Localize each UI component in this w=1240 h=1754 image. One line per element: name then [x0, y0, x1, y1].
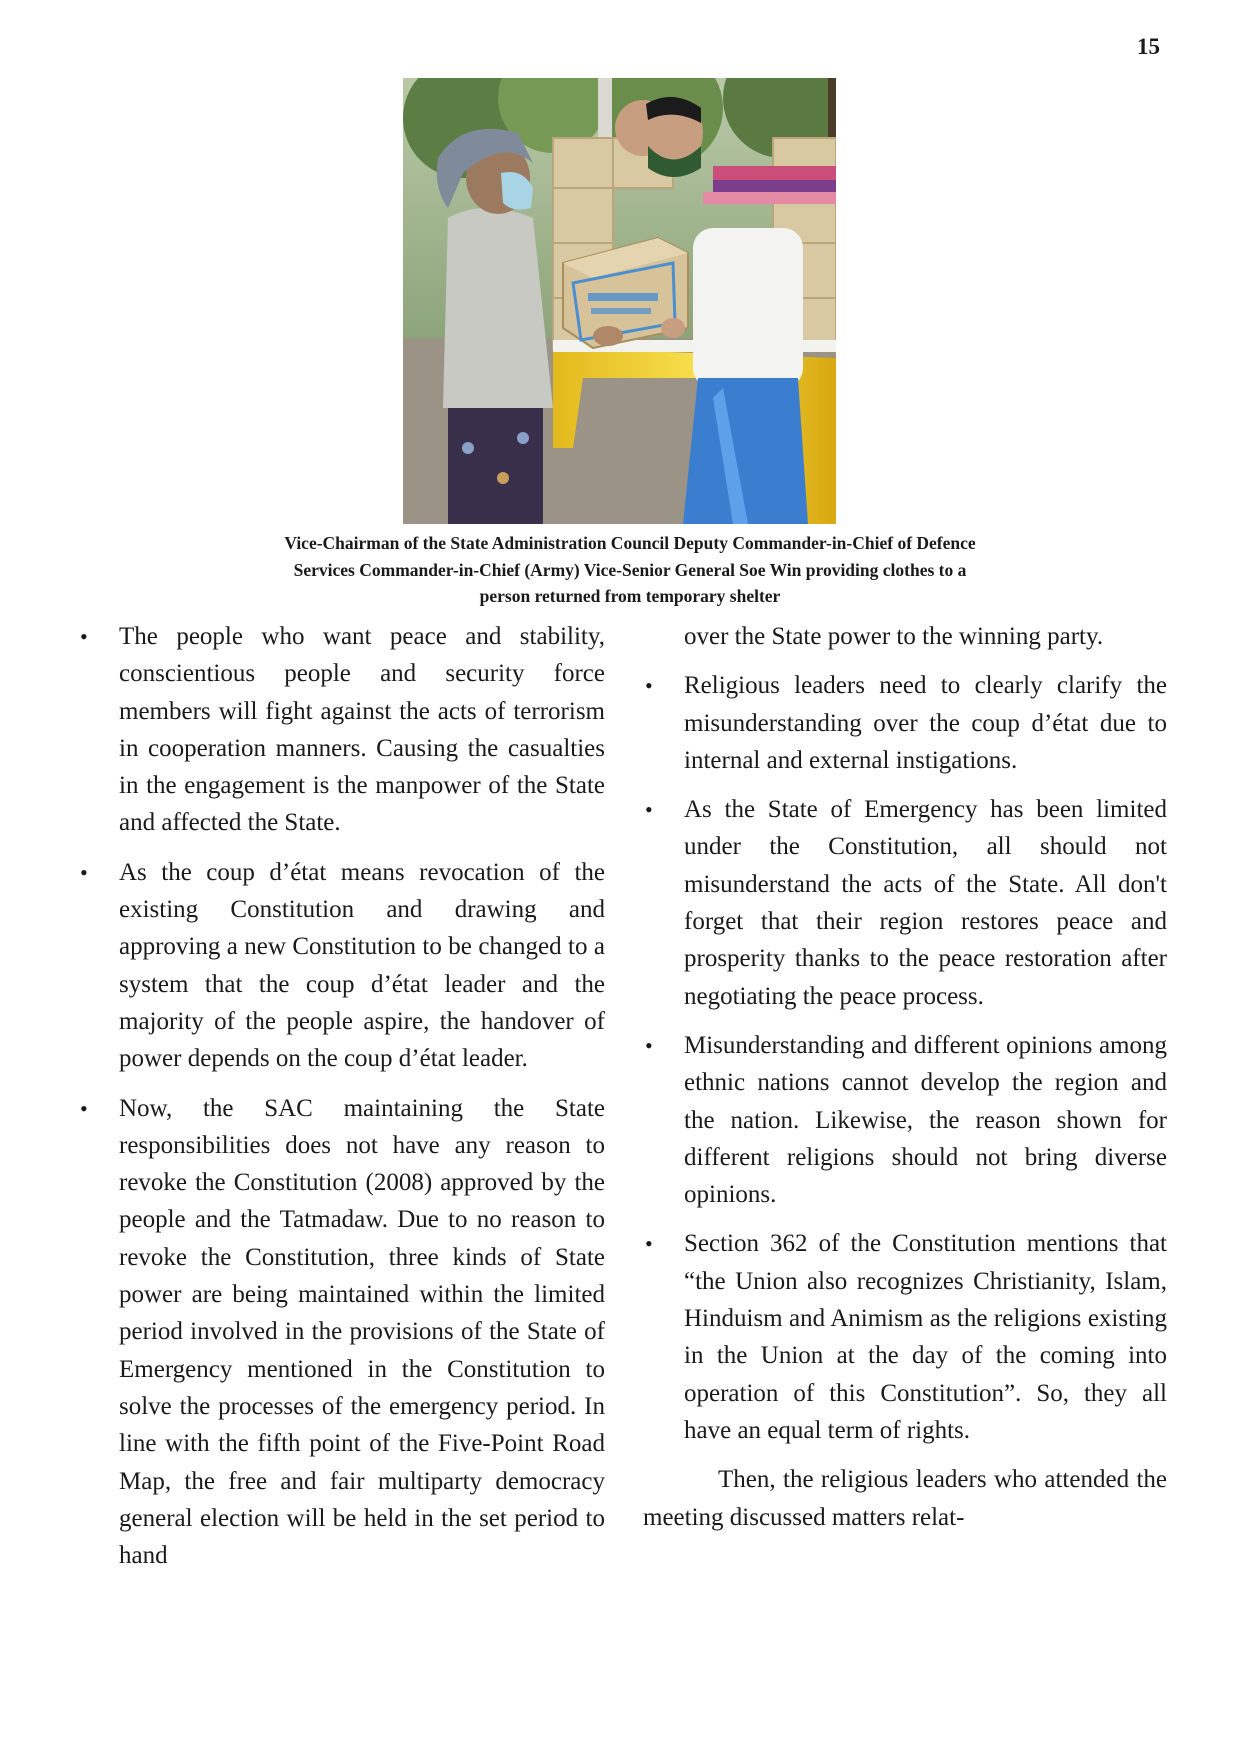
bullet-text: Misunderstanding and different opinions among ethnic nations cannot develop the region and the nation. Likewise, the reason shown for different religions should not bring diverse opinions.	[684, 1031, 1167, 1209]
bullet-text: Now, the SAC maintaining the State responsibilities does not have any reason to revoke the Constitution (2008) approved by the people and the Tatmadaw. Due to no reason to revoke the Constitution, three kinds of State power are being maintained within the limited period involved in the provisions of the State of Emergency mentioned in the Constitution to solve the processes of the emergency period. In line with the fifth point of the Five-Point Road Map, the free and fair multiparty democracy general election will be held in the set period to hand	[119, 1094, 605, 1570]
bullet-item	[643, 1225, 1167, 1449]
left-column	[78, 618, 605, 1586]
bullet-icon: •	[645, 673, 653, 699]
news-photo	[403, 78, 836, 524]
bullet-text: Section 362 of the Constitution mentions that “the Union also recognizes Christianity, Islam, Hinduism and Animism as the religions existing in the Union at the day of the coming into operation of this Constitution”. So, they all have an equal term of rights.	[684, 1230, 1167, 1444]
bullet-item	[643, 791, 1167, 1015]
continued-text: over the State power to the winning party.	[684, 623, 1104, 650]
right-column	[643, 618, 1167, 1536]
caption-line-2: Services Commander-in-Chief (Army) Vice-Senior General Soe Win providing clothes to a	[293, 559, 967, 580]
page-number: 15	[1137, 34, 1160, 59]
bullet-icon: •	[80, 624, 88, 649]
caption-line-1: Vice-Chairman of the State Administration Council Deputy Commander-in-Chief of Defence	[284, 533, 976, 553]
bullet-item	[643, 667, 1167, 779]
caption-line-3: person returned from temporary shelter	[479, 586, 781, 606]
bullet-text: As the State of Emergency has been limited under the Constitution, all should not misunderstand the acts of the State. All don't forget that their region restores peace and prosperity thanks to the peace restoration after negotiating the peace process.	[684, 796, 1167, 1010]
photo-aid-distribution-icon	[403, 78, 836, 524]
bullet-icon: •	[80, 859, 88, 885]
bullet-icon: •	[80, 1095, 88, 1121]
bullet-text: Religious leaders need to clearly clarify the misunderstanding over the coup d’état due to internal and external instigations.	[684, 672, 1167, 774]
bullet-item	[643, 1027, 1167, 1213]
bullet-item	[78, 618, 605, 842]
bullet-item	[78, 1090, 605, 1575]
closing-paragraph: Then, the religious leaders who attended the meeting discussed matters relat-	[643, 1466, 1167, 1531]
bullet-item	[78, 854, 605, 1078]
bullet-text: As the coup d’état means revocation of the existing Constitution and drawing and approving a new Constitution to be changed to a system that the coup d’état leader and the majority of the people aspire, the handover of power depends on the coup d’état leader.	[119, 858, 605, 1073]
bullet-text: The people who want peace and stability, conscientious people and security force members will fight against the acts of terrorism in cooperation manners. Causing the casualties in the engagement is the manpower of the State and affected the State.	[119, 623, 605, 837]
bullet-icon: •	[645, 1231, 653, 1257]
bullet-icon: •	[645, 797, 653, 823]
photo-caption	[150, 530, 1110, 610]
bullet-icon: •	[645, 1032, 653, 1058]
